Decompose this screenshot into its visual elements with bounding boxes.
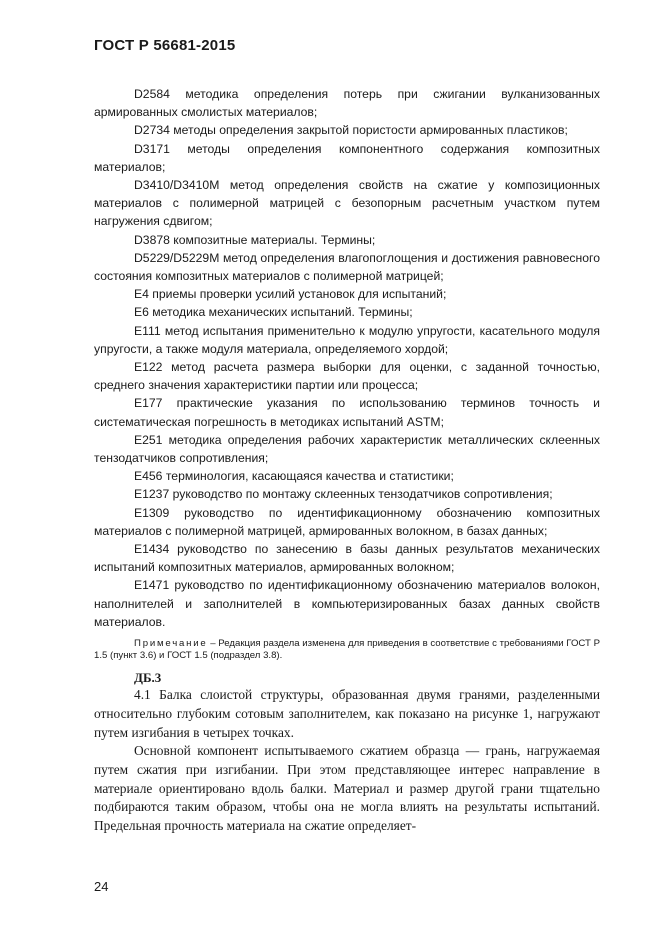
reference-entry: D5229/D5229M метод определения влагопоглощения и достижения равновесного состояния композитных материалов с полимерной матрицей; <box>94 250 600 284</box>
reference-entry: D3171 методы определения компонентного содержания композитных материалов; <box>94 141 600 174</box>
reference-entry: E1434 руководство по занесению в базы данных результатов механических испытаний композитных материалов, армированных волокном; <box>94 542 600 575</box>
reference-entry: E251 методика определения рабочих характеристик металлических склеенных тензодатчиков сопротивления; <box>94 432 600 466</box>
reference-entry: E456 терминология, касающаяся качества и статистики; <box>134 469 454 484</box>
reference-entry: E1237 руководство по монтажу склеенных тензодатчиков сопротивления; <box>134 487 553 502</box>
reference-entry: E1309 руководство по идентификационному обозначению композитных материалов с полимерной матрицей, армированных волокном, в базах данных; <box>94 505 600 538</box>
section-heading: ДБ.3 <box>134 670 162 686</box>
reference-entry: E122 метод расчета размера выборки для оценки, с заданной точностью, среднего значения характеристики партии или процесса; <box>94 360 600 393</box>
reference-entry: D3878 композитные материалы. Термины; <box>134 232 376 247</box>
reference-entry: E6 методика механических испытаний. Термины; <box>134 305 413 320</box>
editorial-note <box>94 638 600 662</box>
reference-list <box>94 85 600 631</box>
document-header: ГОСТ Р 56681-2015 <box>94 37 236 54</box>
page-number: 24 <box>94 879 109 894</box>
reference-entry: D2734 методы определения закрытой пористости армированных пластиков; <box>134 123 568 138</box>
reference-entry: E177 практические указания по использованию терминов точность и систематическая погрешность в методиках испытаний ASTM; <box>94 396 600 429</box>
page-content <box>94 85 600 836</box>
reference-entry: E1471 руководство по идентификационному обозначению материалов волокон, наполнителей и заполнителей в компьютеризированных базах данных свойств материалов. <box>94 578 600 629</box>
body-paragraph: Основной компонент испытываемого сжатием образца — грань, нагружаемая путем сжатия при изгибании. При этом представляющее интерес направление в материале ориентировано вдоль балки. Материал и размер другой грани тщательно подбираются таким образом, чтобы она не могла влиять на результаты испытаний. Предельная прочность материала на сжатие определяет- <box>94 743 600 834</box>
reference-entry: E4 приемы проверки усилий установок для испытаний; <box>134 287 447 302</box>
note-label: Примечание <box>134 638 208 650</box>
note-text: – Редакция раздела изменена для приведения в соответствие с требованиями ГОСТ Р 1.5 (пункт 3.6) и ГОСТ 1.5 (подраздел 3.8). <box>94 638 600 662</box>
reference-entry: D3410/D3410M метод определения свойств на сжатие у композиционных материалов с полимерной матрицей с безопорным расчетным участком путем нагружения сдвигом; <box>94 178 600 229</box>
reference-entry: E111 метод испытания применительно к модулю упругости, касательного модуля упругости, а также модуля материала, определяемого хордой; <box>94 323 600 356</box>
reference-entry: D2584 методика определения потерь при сжигании вулканизованных армированных смолистых материалов; <box>94 87 600 120</box>
body-paragraph: 4.1 Балка слоистой структуры, образованная двумя гранями, разделенными относительно глубоким сотовым заполнителем, как показано на рисунке 1, нагружают путем изгибания в четырех точках. <box>94 687 600 740</box>
